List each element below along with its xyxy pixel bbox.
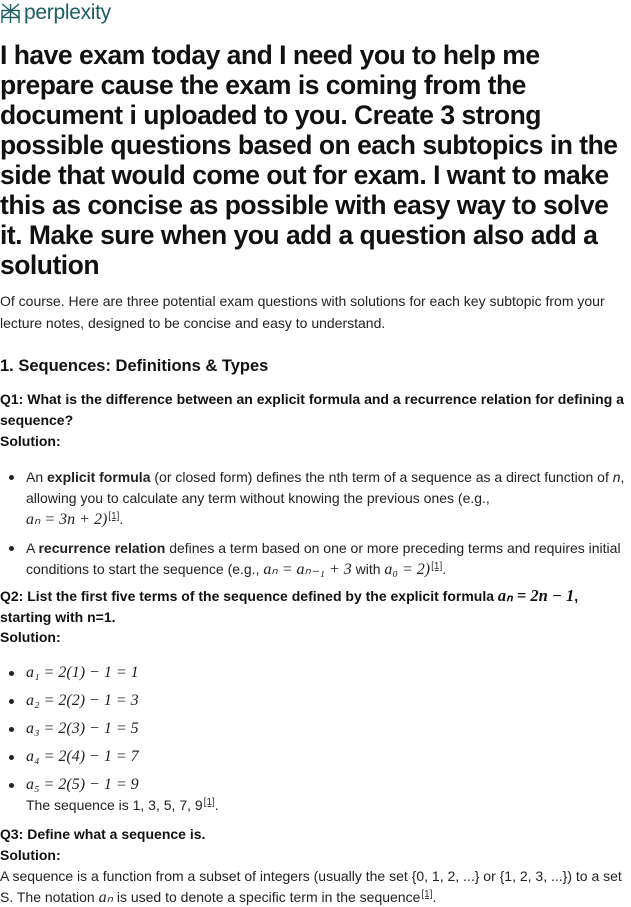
formula-initial-condition: a₀ = 2)	[384, 561, 431, 578]
perplexity-logo-icon	[0, 3, 21, 24]
query-title: I have exam today and I need you to help me prepare cause the exam is coming from the document i uploaded to you. Create 3 strong possible questions based on each subtopics in the side that would come out for exam. I want to make this as concise as possible with easy way to solve it. Make sure when you add a question also add a solution	[0, 40, 618, 280]
formula-q3: aₙ	[98, 889, 113, 906]
term-explicit-formula: explicit formula	[47, 469, 151, 485]
citation-link[interactable]: [1]	[431, 561, 443, 572]
formula-q2: aₙ = 2n − 1	[497, 586, 575, 605]
brand-header[interactable]	[0, 2, 111, 24]
solution-label-1: Solution:	[0, 433, 61, 449]
q3-solution-text: A sequence is a function from a subset of integers (usually the set {0, 1, 2, ...} or {1, 2, 3, ...}) to a set S. The notation aₙ is used to denote a specific term in the sequence[1].	[0, 868, 622, 906]
formula-recurrence-example: aₙ = aₙ₋₁ + 3	[263, 561, 352, 578]
q2-term-5: a₅ = 2(5) − 1 = 9 The sequence is 1, 3, 5, 7, 9[1].	[26, 774, 626, 816]
citation-link[interactable]: [1]	[108, 511, 120, 522]
citation-link[interactable]: [1]	[203, 797, 215, 808]
solution-label-3: Solution:	[0, 847, 61, 863]
q1-solution-bullet-recurrence: A recurrence relation defines a term based on one or more preceding terms and requires initial conditions to start the sequence (e.g., aₙ = aₙ₋₁ + 3 with a₀ = 2)[1].	[26, 538, 626, 580]
section-heading-sequences: 1. Sequences: Definitions & Types	[0, 357, 269, 375]
answer-intro: Of course. Here are three potential exam questions with solutions for each key subtopic from your lecture notes, designed to be concise and easy to understand.	[0, 293, 605, 331]
q2-term-1: a₁ = 2(1) − 1 = 1	[26, 662, 626, 683]
question-1: Q1: What is the difference between an explicit formula and a recurrence relation for defining a sequence?	[0, 391, 624, 428]
brand-name: perplexity	[24, 1, 111, 24]
term-recurrence-relation: recurrence relation	[38, 540, 166, 556]
solution-label-2: Solution:	[0, 629, 61, 645]
q2-term-4: a₄ = 2(4) − 1 = 7	[26, 746, 626, 767]
question-3: Q3: Define what a sequence is.	[0, 826, 206, 842]
q2-term-3: a₃ = 2(3) − 1 = 5	[26, 718, 626, 739]
q1-solution-bullet-explicit: An explicit formula (or closed form) defines the nth term of a sequence as a direct function of n, allowing you to calculate any term without knowing the previous ones (e.g., aₙ = 3n + 2)[1].	[26, 469, 625, 528]
question-2: Q2: List the first five terms of the sequence defined by the explicit formula aₙ = 2n − 1, starting with n=1.	[0, 586, 579, 625]
q2-result: The sequence is 1, 3, 5, 7, 9	[26, 797, 203, 813]
q2-term-2: a₂ = 2(2) − 1 = 3	[26, 690, 626, 711]
formula-explicit-example: aₙ = 3n + 2)	[26, 511, 108, 528]
citation-link[interactable]: [1]	[421, 889, 433, 900]
